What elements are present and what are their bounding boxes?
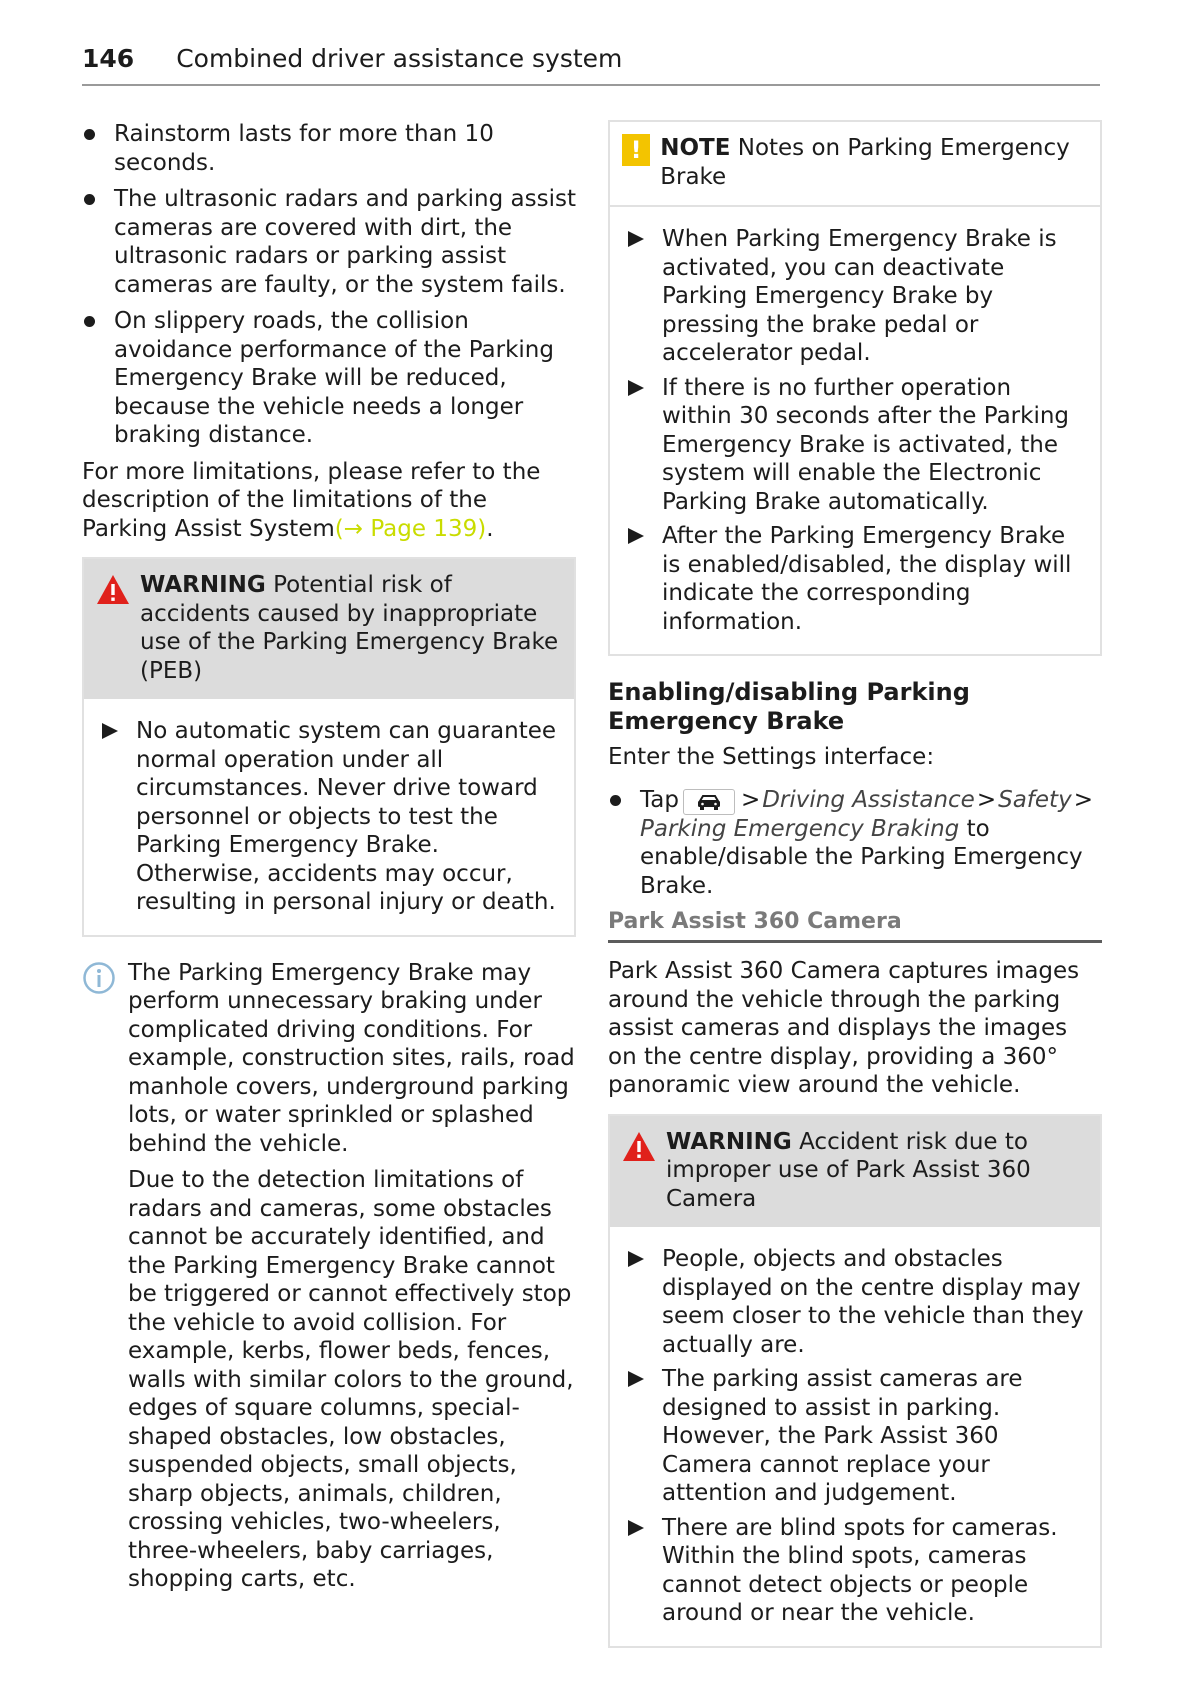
chevron-right-icon: > [740, 786, 761, 813]
list-item: No automatic system can guarantee normal operation under all circumstances. Never drive toward personnel or objects to test the Parking Emergency Brake. Otherwise, accidents may occur, resulting in personal injury or death. [100, 717, 560, 917]
bullet-dot-icon [84, 194, 95, 205]
camera-warning-box [608, 1114, 1102, 1648]
left-column [82, 120, 576, 1602]
list-item: If there is no further operation within 30 seconds after the Parking Emergency Brake is activated, the system will enable the Electronic Parking Brake automatically. [626, 374, 1086, 517]
menu-path-safety: Safety [998, 786, 1072, 813]
info-paragraph: The Parking Emergency Brake may perform unnecessary braking under complicated driving conditions. For example, construction sites, rails, road manhole covers, underground parking lots, or water sprinkled or splashed behind the vehicle. [128, 959, 575, 1157]
info-note [82, 959, 576, 1602]
note-title: Notes on Parking Emergency Brake [660, 135, 1070, 190]
bullet-dot-icon [84, 316, 95, 327]
list-item: Rainstorm lasts for more than 10 seconds. [82, 120, 576, 177]
list-item: After the Parking Emergency Brake is enabled/disabled, the display will indicate the corresponding information. [626, 522, 1086, 636]
car-settings-icon[interactable] [683, 789, 735, 815]
arrow-bullet-icon [628, 1520, 644, 1536]
chevron-right-icon: > [976, 786, 997, 813]
warning-triangle-icon [622, 1130, 656, 1164]
warning-keyword: WARNING [140, 572, 266, 598]
list-item: On slippery roads, the collision avoidance performance of the Parking Emergency Brake will be reduced, because the vehicle needs a longer braking distance. [82, 307, 576, 450]
list-item: People, objects and obstacles displayed on the centre display may seem closer to the vehicle than they actually are. [626, 1245, 1086, 1359]
warning-triangle-icon [96, 573, 130, 607]
warning-title: Potential risk of accidents caused by inappropriate use of the Parking Emergency Brake (PEB) [140, 572, 559, 684]
right-column [608, 120, 1102, 1648]
exclamation-icon: ! [622, 134, 650, 166]
arrow-bullet-icon [628, 380, 644, 396]
arrow-bullet-icon [628, 1251, 644, 1267]
page-reference-link[interactable]: (→ Page 139) [334, 515, 487, 542]
warning-title: Accident risk due to improper use of Park Assist 360 Camera [666, 1128, 1031, 1212]
menu-path-peb: Parking Emergency Braking [640, 815, 960, 842]
page-number: 146 [82, 44, 135, 73]
list-item: The parking assist cameras are designed to assist in parking. However, the Park Assist 360 Camera cannot replace your attention and judgement. [626, 1365, 1086, 1508]
bullet-dot-icon [610, 795, 621, 806]
note-keyword: NOTE [660, 135, 731, 161]
arrow-bullet-icon [628, 231, 644, 247]
arrow-bullet-icon [628, 528, 644, 544]
limitations-paragraph: For more limitations, please refer to the description of the limitations of the Parking Assist System(→ Page 139). [82, 458, 541, 542]
chevron-right-icon: > [1073, 786, 1093, 813]
info-circle-icon [82, 961, 116, 995]
note-box [608, 120, 1102, 656]
bullet-dot-icon [84, 129, 95, 140]
list-item: The ultrasonic radars and parking assist cameras are covered with dirt, the ultrasonic radars or parking assist cameras are faulty, or the system fails. [82, 185, 576, 299]
note-header [610, 122, 1100, 207]
peb-warning-box [82, 557, 576, 937]
warning-keyword: WARNING [666, 1128, 792, 1155]
section-title: Combined driver assistance system [176, 44, 623, 73]
enable-heading: Enabling/disabling Parking Emergency Brake [608, 678, 970, 735]
page-header [82, 44, 1100, 86]
park-assist-heading: Park Assist 360 Camera [608, 908, 1102, 943]
enable-intro: Enter the Settings interface: [608, 744, 935, 770]
park-assist-paragraph: Park Assist 360 Camera captures images around the vehicle through the parking assist cameras and displays the images on the centre display, providing a 360° panoramic view around the vehicle. [608, 958, 1080, 1098]
warning-body [610, 1227, 1100, 1646]
warning-header [610, 1116, 1100, 1228]
arrow-bullet-icon [102, 723, 118, 739]
warning-header [84, 559, 574, 699]
warning-body [84, 699, 574, 935]
arrow-bullet-icon [628, 1371, 644, 1387]
note-body [610, 207, 1100, 654]
info-paragraph: Due to the detection limitations of radars and cameras, some obstacles cannot be accurately identified, and the Parking Emergency Brake cannot be triggered or cannot effectively stop the vehicle to avoid collision. For example, kerbs, flower beds, fences, walls with similar colors to the ground, edges of square columns, special-shaped obstacles, low obstacles, suspended objects, small objects, sharp objects, animals, children, crossing vehicles, two-wheelers, three-wheelers, baby carriages, shopping carts, etc. [128, 1167, 574, 1592]
limitation-list [82, 120, 576, 450]
list-item: When Parking Emergency Brake is activated, you can deactivate Parking Emergency Brake by pressing the brake pedal or accelerator pedal. [626, 225, 1086, 368]
list-item: There are blind spots for cameras. Within the blind spots, cameras cannot detect objects or people around or near the vehicle. [626, 1514, 1086, 1628]
enable-steps [608, 786, 1102, 901]
list-item: Tap >Driving Assistance>Safety>Parking Emergency Braking to enable/disable the Parking Emergency Brake. [608, 786, 1102, 901]
menu-path-driving-assistance: Driving Assistance [762, 786, 975, 813]
